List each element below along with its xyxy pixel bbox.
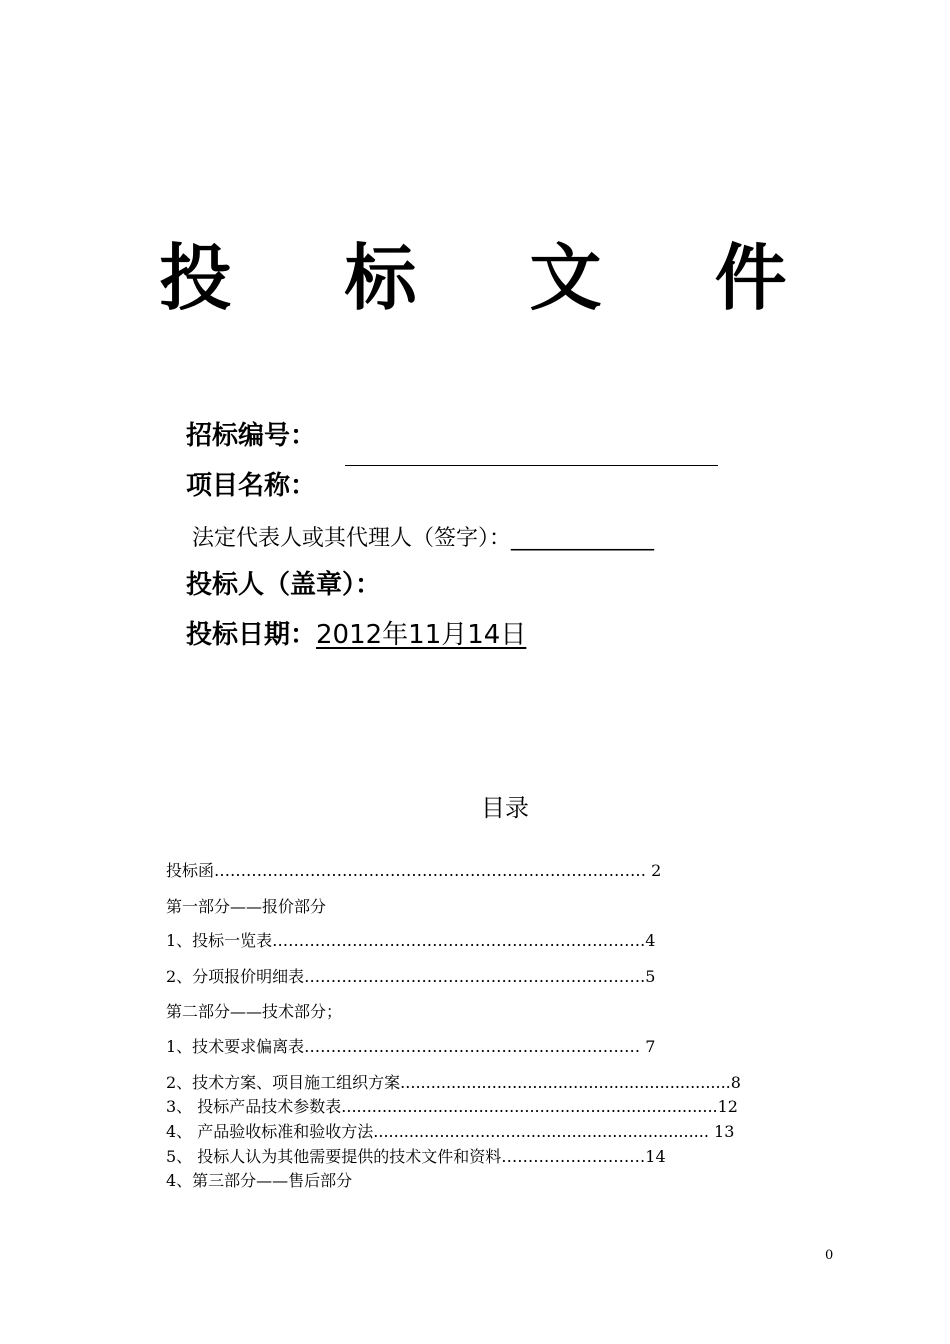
bid-number-label: 招标编号： — [186, 421, 317, 451]
toc-entry: 5、 投标人认为其他需要提供的技术文件和资料………………………14 — [166, 1147, 666, 1166]
toc-entry: 2、分项报价明细表……………………………………………………….5 — [166, 967, 656, 986]
toc-entry: 投标函……………………………………………………………………… 2 — [166, 861, 662, 880]
representative-field — [192, 521, 654, 557]
representative-signature-blank: _____________ — [511, 526, 655, 551]
toc-entry: 4、 产品验收标准和验收方法.................................................................. 13 — [166, 1122, 735, 1141]
bid-number-blank-line — [345, 465, 718, 466]
page-number: 0 — [825, 1248, 834, 1263]
toc-entry: 第二部分——技术部分； — [166, 1002, 343, 1021]
toc-entry: 4、第三部分——售后部分 — [166, 1171, 353, 1190]
document-title: 投 标 文 件 — [159, 236, 831, 320]
toc-entry: 1、技术要求偏离表……………………………………………………… 7 — [166, 1037, 656, 1056]
bidder-label: 投标人（盖章）： — [186, 570, 382, 600]
toc-title: 目录 — [481, 794, 529, 822]
bid-date-field — [186, 617, 526, 653]
bid-date-label: 投标日期： — [186, 620, 317, 650]
representative-label: 法定代表人或其代理人（签字）： — [192, 526, 512, 551]
toc-entry: 1、投标一览表…………………………………………………………….4 — [166, 931, 656, 950]
bid-date-value: 2012年11月14日 — [316, 620, 527, 650]
toc-entry: 2、技术方案、项目施工组织方案.................................................................8 — [166, 1073, 741, 1092]
toc-entry: 第一部分——报价部分 — [166, 897, 327, 916]
project-name-label: 项目名称： — [186, 471, 317, 501]
toc-entry: 3、 投标产品技术参数表..........................................................................12 — [166, 1097, 738, 1116]
